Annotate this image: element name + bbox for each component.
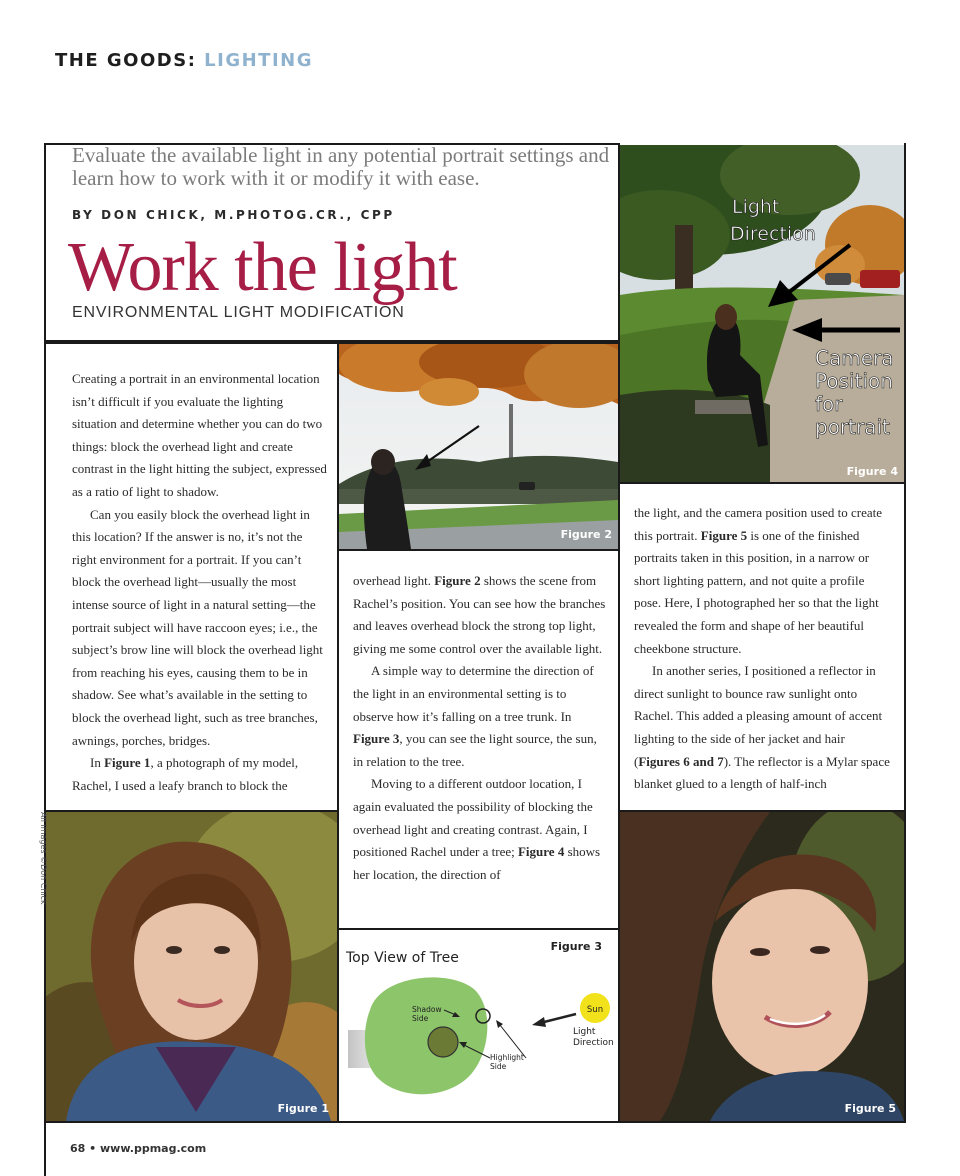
figure3-highlight-side-line1: Highlight xyxy=(490,1053,524,1062)
paragraph xyxy=(72,752,327,797)
figure4-camera-line1: Camera xyxy=(815,346,894,370)
figure2-photo xyxy=(339,344,618,549)
paragraph xyxy=(353,773,609,886)
figure-reference: Figures 6 and 7 xyxy=(638,753,724,769)
figure1-photo xyxy=(46,812,337,1121)
figure3-sun-label: Sun xyxy=(586,1005,604,1015)
figure3-label: Figure 3 xyxy=(550,940,602,953)
body-column-3 xyxy=(634,502,890,796)
figure3-tree-trunk xyxy=(428,1027,458,1057)
body-column-2 xyxy=(353,570,609,886)
figure-reference: Figure 1 xyxy=(104,755,151,771)
paragraph xyxy=(353,570,609,660)
paragraph: Creating a portrait in an environmental location isn’t difficult if you evaluate the lighting situation and determine whether you can do two things: block the overhead light and create contrast in the light hitting the subject, expressed as a ratio of light to shadow. xyxy=(72,371,327,499)
text-run: , you can see the light source, the sun, in relation to the tree. xyxy=(353,731,597,769)
section-header xyxy=(55,50,313,71)
figure4-scene xyxy=(620,145,904,482)
text-run: In another series, I positioned a reflector in direct sunlight to bounce raw sunlight onto Rachel. This added a pleasing amount of accent lighting to the side of her jacket and hair ( xyxy=(634,663,883,769)
paragraph xyxy=(353,660,609,773)
figure3-light-direction-line2: Direction xyxy=(573,1038,614,1048)
figure-reference: Figure 4 xyxy=(517,844,565,860)
text-run: the light, and the camera position used to create this portrait. xyxy=(634,505,882,543)
paragraph xyxy=(634,502,890,660)
page-footer: 68 • www.ppmag.com xyxy=(70,1142,207,1155)
section-accent: LIGHTING xyxy=(204,50,313,71)
figure-reference: Figure 5 xyxy=(700,527,748,543)
text-run: , a photograph of my model, Rachel, I used a leafy branch to block the xyxy=(72,755,299,793)
section-label: THE GOODS: xyxy=(55,50,197,71)
paragraph xyxy=(634,660,890,796)
article-byline: BY DON CHICK, M.PHOTOG.CR., CPP xyxy=(72,208,395,222)
figure5-photo xyxy=(620,812,904,1121)
figure1-label: Figure 1 xyxy=(277,1102,329,1115)
frame-right-rule xyxy=(904,143,906,1123)
article-deck: Evaluate the available light in any potential portrait settings and learn how to work with it or modify it with ease. xyxy=(72,143,610,190)
figure5-label: Figure 5 xyxy=(844,1102,896,1115)
text-run: In xyxy=(90,755,105,771)
frame-bottom-rule xyxy=(44,1121,906,1123)
paragraph: Can you easily block the overhead light in this location? If the answer is no, it’s not the right environment for a portrait. If you can’t block the overhead light—usually the most intense source of light in a natural setting—the portrait subject will have raccoon eyes; i.e., the subject’s brow line will block the overhead light from reaching his eyes, causing them to be in shadow. See what’s available in the setting to block the overhead light, such as tree branches, awnings, porches, bridges. xyxy=(72,506,323,748)
figure4-photo xyxy=(620,145,904,482)
text-run: Moving to a different outdoor location, I again evaluated the possibility of blocking the overhead light and creating contrast. Again, I positioned Rachel under a tree; xyxy=(353,776,593,860)
text-run: is one of the finished portraits taken in this position, in a narrow or short lighting pattern, and not quite a profile pose. Here, I photographed her so that the light revealed the form and shape of her beautiful cheekbone structure. xyxy=(634,527,879,656)
figure4-label: Figure 4 xyxy=(846,465,898,478)
article-subtitle: ENVIRONMENTAL LIGHT MODIFICATION xyxy=(72,304,405,321)
figure4-light-direction-line1: Light xyxy=(732,196,780,218)
text-run: shows the scene from Rachel’s position. You can see how the branches and leaves overhead block the strong top light, giving me some control over the available light. xyxy=(353,573,606,656)
figure4-light-direction-line2: Direction xyxy=(730,223,816,245)
figure4-bottom-rule xyxy=(618,482,906,484)
figure3-diagram xyxy=(340,930,618,1120)
figure4-camera-line4: portrait xyxy=(815,415,890,439)
figure3-top-view-diagram xyxy=(340,930,618,1120)
figure-reference: Figure 3 xyxy=(353,731,400,747)
figure3-shadow-side-line1: Shadow xyxy=(412,1005,442,1014)
figure3-highlight-side-line2: Side xyxy=(490,1062,507,1071)
photo-credit xyxy=(36,812,50,932)
text-run: overhead light. xyxy=(353,573,435,588)
text-run: shows her location, the direction of xyxy=(353,844,601,882)
figure2-label: Figure 2 xyxy=(560,528,612,541)
text-run: ). The reflector is a Mylar space blanket glued to a length of half-inch xyxy=(634,753,890,792)
body-column-1 xyxy=(72,368,327,797)
text-run: A simple way to determine the direction of the light in an environmental setting is to observe how it’s falling on a tree trunk. In xyxy=(353,663,594,724)
figure3-title: Top View of Tree xyxy=(346,950,459,966)
figure3-tree-canopy xyxy=(365,977,487,1094)
figure4-camera-line3: for xyxy=(815,392,843,416)
figure1-portrait xyxy=(46,812,337,1121)
figure3-light-direction-line1: Light xyxy=(573,1027,596,1037)
figure5-portrait xyxy=(620,812,904,1121)
figure4-camera-line2: Position xyxy=(815,369,893,393)
figure2-scene xyxy=(339,344,618,549)
figure-reference: Figure 2 xyxy=(434,573,481,588)
article-title: Work the light xyxy=(68,229,457,306)
photo-credit-text: All images ©Don Chick xyxy=(39,812,48,905)
figure3-shadow-side-line2: Side xyxy=(412,1014,429,1023)
figure2-bottom-rule xyxy=(337,549,620,551)
